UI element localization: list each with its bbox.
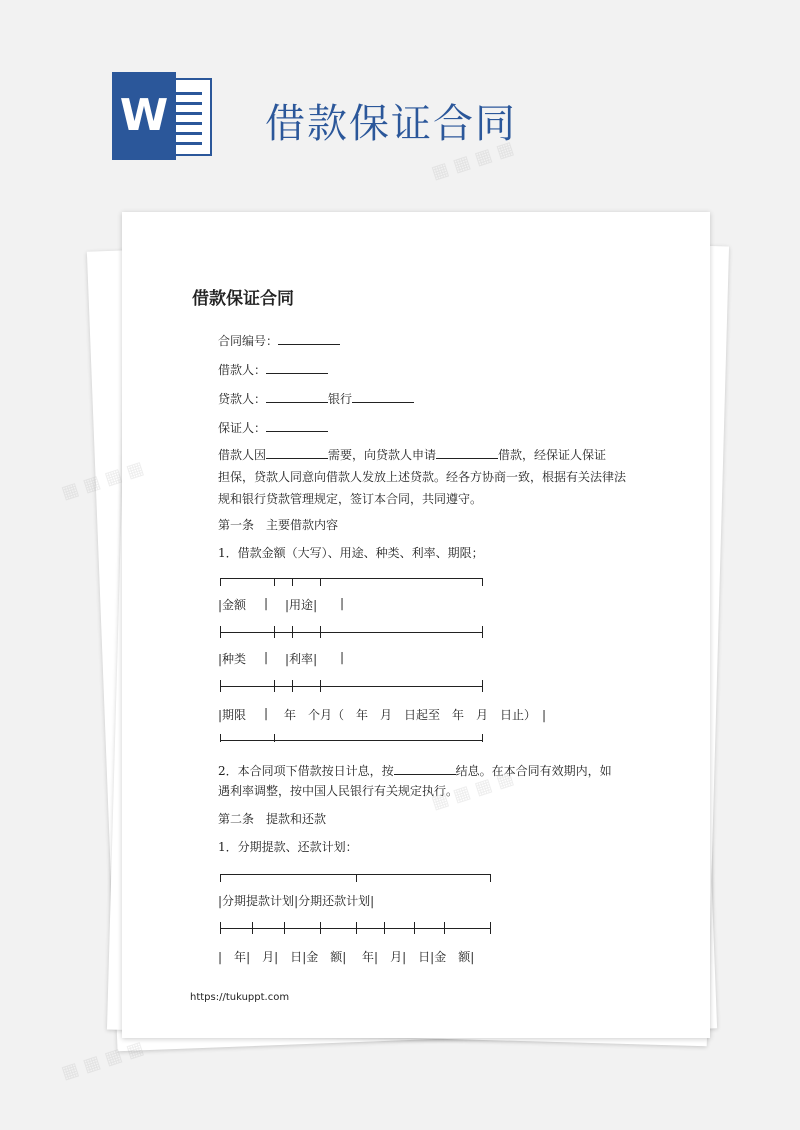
watermark-icon: ▦ ▦ ▦ ▦	[58, 1037, 147, 1084]
contract-no-blank	[278, 334, 340, 345]
item2-text-a: 2．本合同项下借款按日计息，按	[218, 764, 394, 778]
intro-text-b: 需要，向贷款人申请	[328, 448, 437, 462]
cell-type: |种类	[218, 652, 247, 666]
cell-draw-plan-label: 分期提款计划	[222, 894, 295, 908]
article-1-item-2	[218, 762, 612, 779]
cell-term: |期限	[218, 708, 247, 722]
header-title: 借款保证合同	[265, 101, 517, 147]
bank-label: 银行	[328, 392, 353, 406]
article-1-item-2-cont: 遇利率调整，按中国人民银行有关规定执行。	[218, 784, 459, 798]
cell-usage: |用途|	[285, 598, 318, 612]
intro-text-c: 借款，经保证人保证	[498, 448, 607, 462]
cell-amount-2: 金 额	[434, 950, 471, 964]
cell-term-detail: 年 个月（ 年 月 日起至 年 月 日止） |	[284, 708, 547, 722]
watermark-icon: ▦ ▦ ▦ ▦	[428, 137, 517, 184]
borrower-field	[218, 361, 328, 378]
watermark-icon: ▦ ▦	[58, 471, 104, 504]
cell-year: 年	[234, 950, 247, 964]
guarantor-blank	[266, 421, 328, 432]
interest-settlement-blank	[394, 764, 456, 775]
cell-divider: |	[264, 706, 269, 720]
cell-day-2: 日	[418, 950, 431, 964]
cell-month: 月	[262, 950, 275, 964]
lender-blank	[266, 392, 328, 403]
cell-term-label: 期限	[222, 708, 247, 722]
lender-label: 贷款人：	[218, 392, 267, 406]
document-page	[122, 212, 710, 1038]
borrower-label: 借款人：	[218, 363, 267, 377]
cell-amount: |金额	[218, 598, 247, 612]
cell-type-label: 种类	[222, 652, 247, 666]
plan-date-row-repay: 年| 月| 日|金 额|	[362, 950, 475, 964]
plan-date-row: | 年| 月| 日|金 额|	[218, 950, 347, 964]
contract-no-label: 合同编号：	[218, 334, 279, 348]
bank-blank	[352, 392, 414, 403]
cell-amount-label: 金额	[222, 598, 247, 612]
cell-amount-1: 金 额	[306, 950, 343, 964]
item2-text-b: 结息。在本合同有效期内，如	[455, 764, 612, 778]
article-2-item-1: 1．分期提款、还款计划：	[218, 840, 358, 854]
cell-day: 日	[290, 950, 303, 964]
article-2-title: 第二条 提款和还款	[218, 812, 327, 826]
cell-divider: |	[264, 596, 269, 610]
footer-url: https://tukuppt.com	[190, 992, 290, 1003]
cell-usage-label: 用途	[289, 598, 314, 612]
word-logo-icon	[112, 72, 212, 160]
intro-line-3: 规和银行贷款管理规定，签订本合同，共同遵守。	[218, 492, 483, 506]
cell-repay-plan-label: 分期还款计划	[298, 894, 371, 908]
reason-blank	[266, 448, 328, 459]
cell-term-detail-text: 年 个月（ 年 月 日起至 年 月 日止）	[284, 708, 531, 722]
contract-no-field	[218, 332, 340, 349]
cell-draw-plan: |分期提款计划|分期还款计划|	[218, 894, 375, 908]
cell-divider: |	[340, 650, 345, 664]
cell-rate: |利率|	[285, 652, 318, 666]
article-1-title: 第一条 主要借款内容	[218, 518, 339, 532]
cell-year-2: 年	[362, 950, 375, 964]
guarantor-label: 保证人：	[218, 421, 267, 435]
cell-divider: |	[340, 596, 345, 610]
intro-line-1	[218, 446, 606, 463]
guarantor-field	[218, 419, 328, 436]
cell-divider: |	[264, 650, 269, 664]
borrower-blank	[266, 363, 328, 374]
intro-text-a: 借款人因	[218, 448, 267, 462]
lender-field	[218, 390, 414, 407]
document-title: 借款保证合同	[192, 289, 294, 309]
cell-rate-label: 利率	[289, 652, 314, 666]
loan-amount-blank	[436, 448, 498, 459]
article-1-item-1: 1．借款金额（大写）、用途、种类、利率、期限；	[218, 546, 484, 560]
word-badge: W	[112, 72, 176, 160]
cell-month-2: 月	[390, 950, 403, 964]
intro-line-2: 担保，贷款人同意向借款人发放上述贷款。经各方协商一致，根据有关法律法	[218, 470, 627, 484]
